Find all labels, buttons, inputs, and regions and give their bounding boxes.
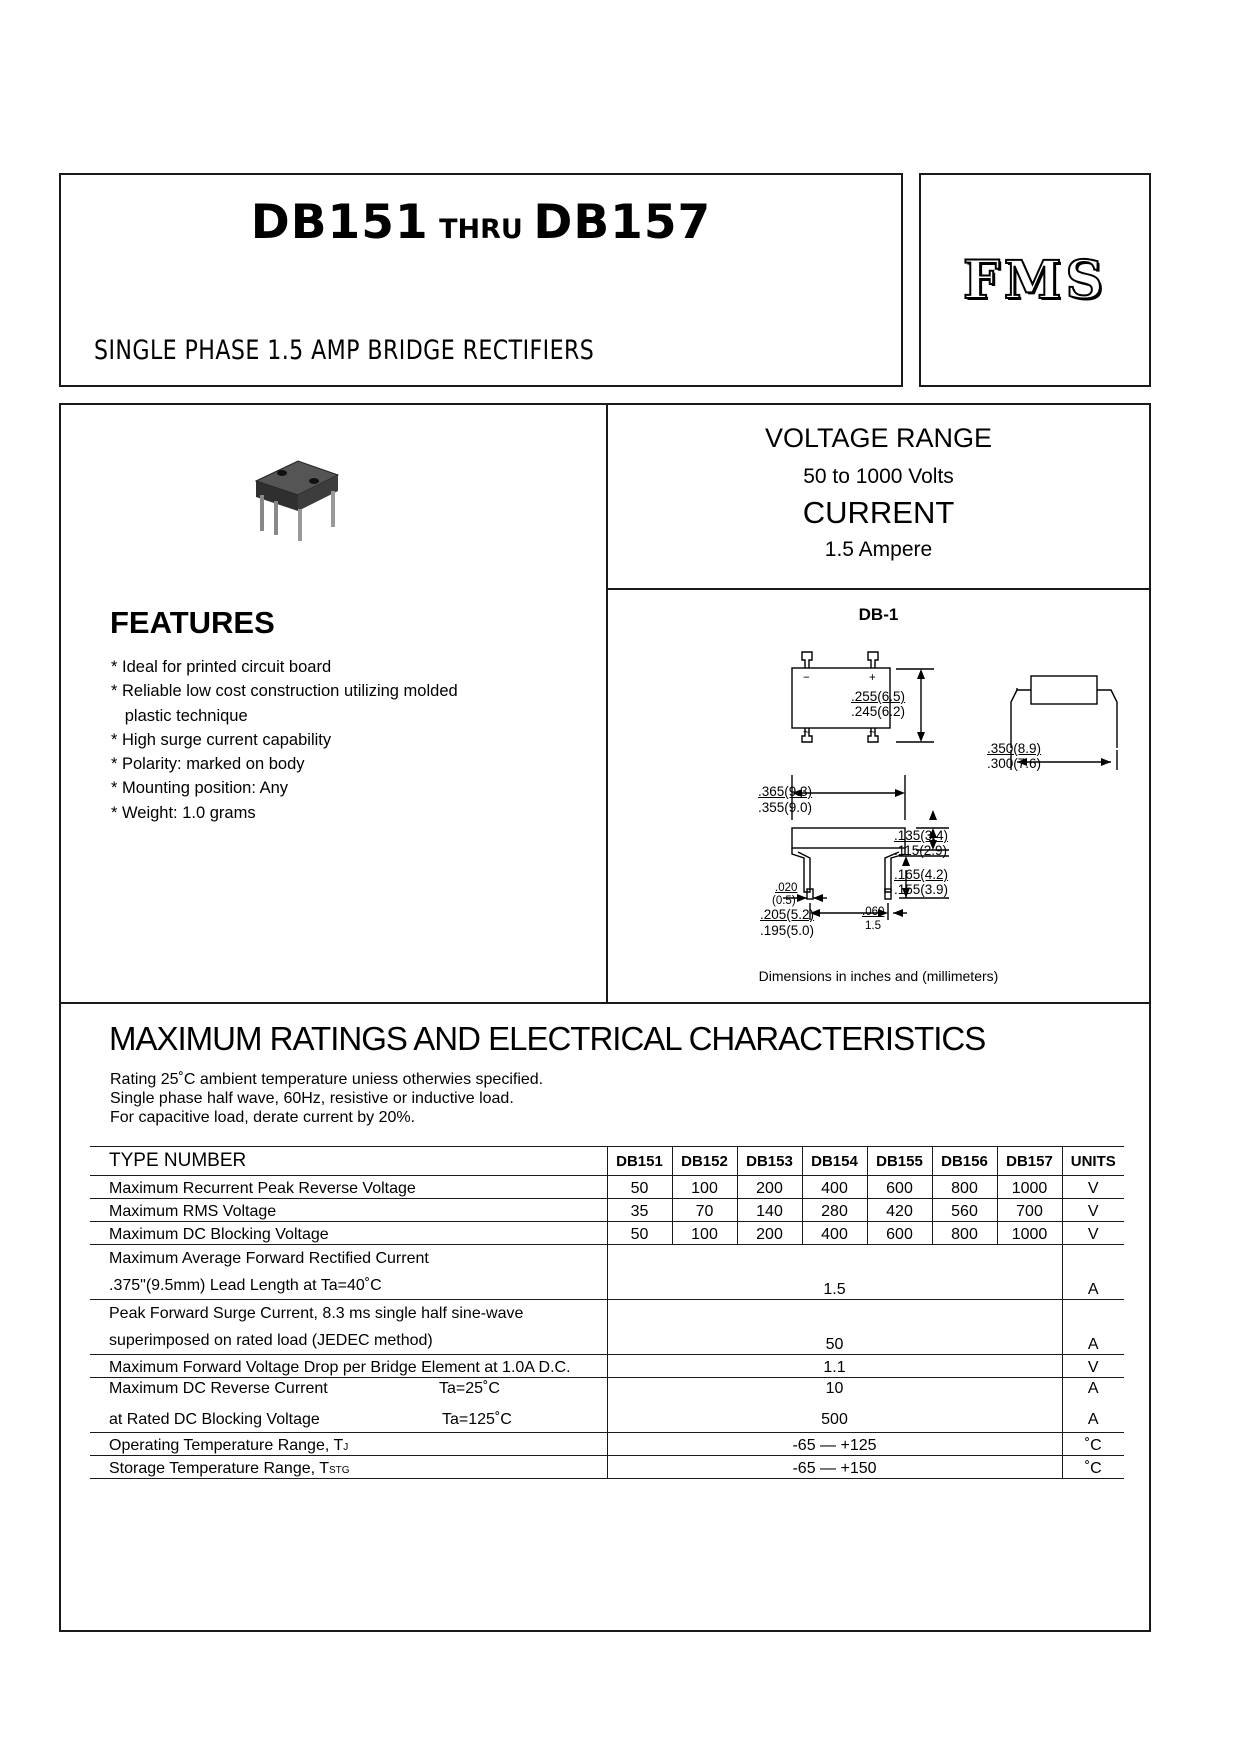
thru-label: THRU bbox=[439, 214, 523, 245]
row-label bbox=[90, 1456, 607, 1479]
cell-value: 140 bbox=[737, 1199, 802, 1222]
storage-temp-label: Storage Temperature Range, T bbox=[109, 1460, 329, 1477]
cell-value: 420 bbox=[867, 1199, 932, 1222]
cell-unit: V bbox=[1062, 1176, 1124, 1199]
row-label-line bbox=[109, 1378, 607, 1405]
cell-value: 50 bbox=[607, 1222, 672, 1245]
features-list bbox=[111, 655, 458, 825]
cell-value: 50 bbox=[607, 1176, 672, 1199]
feature-item: * Weight: 1.0 grams bbox=[111, 803, 256, 822]
feature-item: * High surge current capability bbox=[111, 730, 332, 749]
column-header: DB153 bbox=[737, 1147, 802, 1176]
part-from: DB151 bbox=[250, 195, 429, 250]
feature-item: * Ideal for printed circuit board bbox=[111, 658, 332, 676]
cell-value: 1000 bbox=[997, 1176, 1062, 1199]
cell-unit: A bbox=[1062, 1245, 1124, 1300]
row-label bbox=[90, 1300, 607, 1355]
dim-side-min: .300(7.6) bbox=[987, 756, 1042, 771]
cell-value: 200 bbox=[737, 1222, 802, 1245]
cell-value: 50 bbox=[607, 1300, 1062, 1355]
product-subtitle: SINGLE PHASE 1.5 AMP BRIDGE RECTIFIERS bbox=[94, 335, 595, 366]
pin-ac-label: ~ bbox=[803, 727, 810, 739]
dim-lead-width-mm: (0.5) bbox=[772, 895, 796, 907]
row-label bbox=[90, 1245, 607, 1300]
row-label-line: .375"(9.5mm) Lead Length at Ta=40˚C bbox=[109, 1277, 382, 1294]
features-title: FEATURES bbox=[110, 605, 275, 640]
ratings-table bbox=[90, 1146, 1124, 1479]
row-label-line: Maximum Average Forward Rectified Current bbox=[109, 1250, 429, 1267]
bridge-rectifier-image bbox=[246, 453, 346, 543]
ir-unit-1: A bbox=[1087, 1380, 1099, 1397]
cell-unit: A bbox=[1062, 1300, 1124, 1355]
table-row bbox=[90, 1245, 1124, 1300]
dim-lead-min: .155(3.9) bbox=[894, 882, 949, 897]
ir-label-2: at Rated DC Blocking Voltage bbox=[109, 1411, 320, 1428]
dim-lead-max: .165(4.2) bbox=[894, 867, 949, 882]
row-label: Maximum DC Blocking Voltage bbox=[90, 1222, 607, 1245]
dim-lead-width-in: .020 bbox=[775, 882, 798, 894]
part-title bbox=[61, 195, 901, 250]
voltage-range-title: VOLTAGE RANGE bbox=[764, 423, 993, 453]
title-panel bbox=[59, 173, 903, 387]
pin-ac-label: ~ bbox=[869, 727, 876, 739]
cell-value: 1.5 bbox=[607, 1245, 1062, 1300]
ir-value-2: 500 bbox=[821, 1411, 848, 1428]
cell-value: 400 bbox=[802, 1176, 867, 1199]
voltage-range-value: 50 to 1000 Volts bbox=[803, 465, 954, 488]
cell-unit: V bbox=[1062, 1222, 1124, 1245]
dim-width-max: .365(9.3) bbox=[758, 784, 813, 799]
storage-temp-subscript: STG bbox=[328, 1465, 350, 1476]
cell-value: 35 bbox=[607, 1199, 672, 1222]
cell-value: 800 bbox=[932, 1222, 997, 1245]
table-row bbox=[90, 1222, 1124, 1245]
column-header: DB151 bbox=[607, 1147, 672, 1176]
cell-value: 200 bbox=[737, 1176, 802, 1199]
brand-logo: FMS bbox=[962, 250, 1108, 311]
type-number-header: TYPE NUMBER bbox=[90, 1147, 607, 1176]
row-label bbox=[90, 1433, 607, 1456]
table-header-row bbox=[90, 1147, 1124, 1176]
table-row bbox=[90, 1176, 1124, 1199]
feature-item: plastic technique bbox=[111, 706, 248, 725]
column-header: DB156 bbox=[932, 1147, 997, 1176]
cell-value: 400 bbox=[802, 1222, 867, 1245]
row-label-line bbox=[109, 1405, 607, 1432]
cell-value: 100 bbox=[672, 1222, 737, 1245]
dim-lead-thickness-in: .060 bbox=[862, 906, 885, 918]
row-label bbox=[90, 1378, 607, 1433]
units-header: UNITS bbox=[1062, 1147, 1124, 1176]
cell-value: 800 bbox=[932, 1176, 997, 1199]
row-label: Maximum Recurrent Peak Reverse Voltage bbox=[90, 1176, 607, 1199]
ir-unit-2: A bbox=[1087, 1411, 1099, 1428]
table-row bbox=[90, 1199, 1124, 1222]
dim-pitch-min: .195(5.0) bbox=[760, 923, 815, 938]
row-label: Maximum RMS Voltage bbox=[90, 1199, 607, 1222]
ir-label-1: Maximum DC Reverse Current bbox=[109, 1380, 328, 1397]
cell-value bbox=[607, 1378, 1062, 1433]
cell-value: 280 bbox=[802, 1199, 867, 1222]
row-label: Maximum Forward Voltage Drop per Bridge Element at 1.0A D.C. bbox=[90, 1355, 607, 1378]
dim-height-min: .245(6.2) bbox=[851, 704, 906, 719]
dimensions-note: Dimensions in inches and (millimeters) bbox=[758, 968, 999, 984]
cell-value: 560 bbox=[932, 1199, 997, 1222]
horizontal-divider bbox=[606, 588, 1149, 590]
dim-lead-thickness-mm: 1.5 bbox=[865, 920, 881, 932]
pin-minus-label: − bbox=[803, 672, 810, 684]
ratings-title: MAXIMUM RATINGS AND ELECTRICAL CHARACTERISTICS bbox=[109, 1020, 986, 1057]
cell-value: 600 bbox=[867, 1222, 932, 1245]
note-line: Single phase half wave, 60Hz, resistive or inductive load. bbox=[110, 1090, 514, 1107]
column-header: DB154 bbox=[802, 1147, 867, 1176]
cell-value: 70 bbox=[672, 1199, 737, 1222]
dim-width-min: .355(9.0) bbox=[758, 800, 813, 815]
overview-panel bbox=[59, 403, 1151, 1004]
logo-panel bbox=[919, 173, 1151, 387]
cell-value: 1.1 bbox=[607, 1355, 1062, 1378]
row-label-line: Peak Forward Surge Current, 8.3 ms single half sine-wave bbox=[109, 1305, 524, 1322]
note-line: For capacitive load, derate current by 20%. bbox=[110, 1109, 416, 1126]
row-label-line: superimposed on rated load (JEDEC method) bbox=[109, 1332, 433, 1349]
dim-body-min: .115(2.9) bbox=[894, 843, 948, 858]
dim-height-max: .255(6.5) bbox=[851, 689, 906, 704]
dim-side-max: .350(8.9) bbox=[987, 741, 1042, 756]
package-name: DB-1 bbox=[858, 605, 899, 624]
cell-unit: V bbox=[1062, 1199, 1124, 1222]
cell-value: 600 bbox=[867, 1176, 932, 1199]
ir-value-1: 10 bbox=[825, 1380, 844, 1397]
op-temp-label: Operating Temperature Range, T bbox=[109, 1437, 344, 1454]
cell-unit: ˚C bbox=[1062, 1456, 1124, 1479]
table-row bbox=[90, 1378, 1124, 1433]
cell-value: 100 bbox=[672, 1176, 737, 1199]
part-to: DB157 bbox=[533, 195, 712, 250]
column-header: DB152 bbox=[672, 1147, 737, 1176]
ratings-notes bbox=[110, 1070, 543, 1127]
feature-item: * Polarity: marked on body bbox=[111, 755, 305, 774]
cell-unit bbox=[1062, 1378, 1124, 1433]
cell-value: 1000 bbox=[997, 1222, 1062, 1245]
current-value: 1.5 Ampere bbox=[824, 538, 933, 561]
op-temp-subscript: J bbox=[343, 1442, 349, 1453]
table-row bbox=[90, 1456, 1124, 1479]
ir-condition-2: Ta=125˚C bbox=[442, 1411, 512, 1428]
pin-plus-label: + bbox=[869, 672, 876, 684]
feature-item: * Reliable low cost construction utilizing molded bbox=[111, 682, 458, 701]
column-header: DB155 bbox=[867, 1147, 932, 1176]
cell-value: -65 — +125 bbox=[607, 1433, 1062, 1456]
feature-item: * Mounting position: Any bbox=[111, 779, 289, 798]
column-header: DB157 bbox=[997, 1147, 1062, 1176]
dim-body-max: .135(3.4) bbox=[894, 828, 949, 843]
table-row bbox=[90, 1433, 1124, 1456]
cell-unit: ˚C bbox=[1062, 1433, 1124, 1456]
table-row bbox=[90, 1300, 1124, 1355]
cell-value: 700 bbox=[997, 1199, 1062, 1222]
cell-value: -65 — +150 bbox=[607, 1456, 1062, 1479]
dim-pitch-max: .205(5.2) bbox=[760, 907, 815, 922]
cell-unit: V bbox=[1062, 1355, 1124, 1378]
ir-condition-1: Ta=25˚C bbox=[439, 1380, 500, 1397]
ratings-panel bbox=[59, 1002, 1151, 1632]
current-title: CURRENT bbox=[802, 495, 955, 530]
note-line: Rating 25˚C ambient temperature uniess otherwies specified. bbox=[110, 1071, 544, 1088]
table-row bbox=[90, 1355, 1124, 1378]
